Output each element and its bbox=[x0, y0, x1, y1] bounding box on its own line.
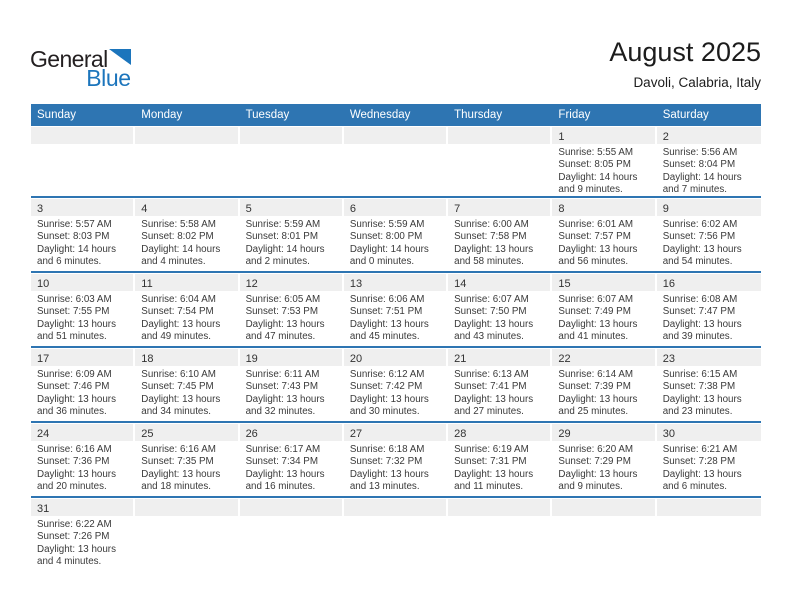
day-number: 28 bbox=[454, 428, 467, 440]
logo-text-general: General bbox=[30, 46, 108, 72]
week-row bbox=[31, 496, 761, 571]
daylight-text: Daylight: 13 hours and 6 minutes. bbox=[662, 468, 742, 493]
empty-day-cell bbox=[657, 498, 761, 571]
sunset-text: Sunset: 7:35 PM bbox=[141, 456, 214, 468]
empty-day-cell bbox=[31, 126, 135, 196]
daylight-text: Daylight: 13 hours and 30 minutes. bbox=[349, 393, 429, 418]
day-number-band bbox=[31, 424, 133, 441]
day-cell-3 bbox=[31, 198, 135, 271]
day-cell-17 bbox=[31, 348, 135, 421]
daylight-text: Daylight: 14 hours and 4 minutes. bbox=[141, 243, 221, 268]
day-number: 27 bbox=[349, 428, 363, 440]
day-number-band bbox=[135, 127, 237, 144]
sunrise-text: Sunrise: 5:57 AM bbox=[37, 219, 112, 230]
sunrise-text: Sunrise: 6:21 AM bbox=[662, 444, 738, 455]
day-number: 17 bbox=[37, 353, 50, 365]
day-number-band bbox=[448, 424, 550, 441]
sunrise-text: Sunrise: 6:18 AM bbox=[349, 444, 425, 455]
day-number: 24 bbox=[37, 428, 50, 440]
day-number: 12 bbox=[245, 278, 258, 290]
day-number-band bbox=[552, 499, 654, 516]
sunset-text: Sunset: 8:00 PM bbox=[349, 231, 423, 243]
day-cell-6 bbox=[344, 198, 448, 271]
daylight-text: Daylight: 13 hours and 20 minutes. bbox=[37, 468, 116, 493]
calendar-weeks bbox=[31, 126, 761, 571]
sunset-text: Sunset: 8:01 PM bbox=[245, 231, 318, 243]
sunset-text: Sunset: 7:51 PM bbox=[349, 306, 423, 318]
weekday-tuesday: Tuesday bbox=[245, 109, 290, 121]
sunrise-text: Sunrise: 6:06 AM bbox=[349, 294, 425, 305]
day-number-band bbox=[552, 199, 654, 216]
day-cell-5 bbox=[240, 198, 344, 271]
sunrise-text: Sunrise: 5:55 AM bbox=[558, 147, 634, 158]
empty-day-cell bbox=[448, 498, 552, 571]
sunrise-text: Sunrise: 6:20 AM bbox=[558, 444, 634, 455]
day-number: 22 bbox=[558, 353, 571, 365]
sunset-text: Sunset: 7:45 PM bbox=[141, 381, 214, 393]
day-number-band bbox=[657, 199, 761, 216]
day-cell-19 bbox=[240, 348, 344, 421]
day-cell-29 bbox=[552, 423, 656, 496]
day-cell-13 bbox=[344, 273, 448, 346]
day-number: 4 bbox=[141, 203, 148, 215]
sunset-text: Sunset: 8:03 PM bbox=[37, 231, 110, 243]
day-number: 3 bbox=[37, 203, 44, 215]
day-cell-1 bbox=[552, 126, 656, 196]
sunrise-text: Sunrise: 5:59 AM bbox=[245, 219, 321, 230]
weekday-sunday: Sunday bbox=[37, 109, 77, 121]
sunset-text: Sunset: 8:05 PM bbox=[558, 159, 631, 171]
sunset-text: Sunset: 7:46 PM bbox=[37, 381, 110, 393]
daylight-text: Daylight: 13 hours and 23 minutes. bbox=[662, 393, 742, 418]
day-number: 6 bbox=[349, 203, 356, 215]
day-number-band bbox=[344, 199, 446, 216]
day-number-band bbox=[344, 424, 446, 441]
day-number: 31 bbox=[37, 503, 50, 515]
empty-day-cell bbox=[552, 498, 656, 571]
day-cell-4 bbox=[135, 198, 239, 271]
day-number: 2 bbox=[662, 131, 669, 143]
sunrise-text: Sunrise: 5:56 AM bbox=[662, 147, 738, 158]
empty-day-cell bbox=[135, 126, 239, 196]
daylight-text: Daylight: 13 hours and 39 minutes. bbox=[662, 318, 742, 343]
logo-text-blue: Blue bbox=[86, 65, 131, 91]
sunset-text: Sunset: 7:32 PM bbox=[349, 456, 423, 468]
daylight-text: Daylight: 13 hours and 43 minutes. bbox=[454, 318, 534, 343]
sunset-text: Sunset: 7:49 PM bbox=[558, 306, 631, 318]
sunset-text: Sunset: 7:34 PM bbox=[245, 456, 318, 468]
daylight-text: Daylight: 13 hours and 25 minutes. bbox=[558, 393, 638, 418]
sunrise-text: Sunrise: 6:13 AM bbox=[454, 369, 529, 380]
sunrise-text: Sunrise: 6:17 AM bbox=[245, 444, 321, 455]
sunrise-text: Sunrise: 6:22 AM bbox=[37, 519, 112, 530]
day-cell-31 bbox=[31, 498, 135, 571]
daylight-text: Daylight: 13 hours and 13 minutes. bbox=[349, 468, 429, 493]
day-cell-27 bbox=[344, 423, 448, 496]
sunrise-text: Sunrise: 6:12 AM bbox=[349, 369, 425, 380]
sunset-text: Sunset: 7:38 PM bbox=[662, 381, 736, 393]
day-number-band bbox=[344, 274, 446, 291]
day-cell-11 bbox=[135, 273, 239, 346]
daylight-text: Daylight: 13 hours and 51 minutes. bbox=[37, 318, 116, 343]
day-number-band bbox=[657, 127, 761, 144]
day-cell-15 bbox=[552, 273, 656, 346]
sunrise-text: Sunrise: 6:16 AM bbox=[141, 444, 216, 455]
empty-day-cell bbox=[448, 126, 552, 196]
sunrise-text: Sunrise: 6:01 AM bbox=[558, 219, 634, 230]
sunset-text: Sunset: 8:02 PM bbox=[141, 231, 214, 243]
empty-day-cell bbox=[240, 126, 344, 196]
empty-day-cell bbox=[344, 498, 448, 571]
daylight-text: Daylight: 13 hours and 58 minutes. bbox=[454, 243, 534, 268]
sunrise-text: Sunrise: 6:05 AM bbox=[245, 294, 321, 305]
day-number: 29 bbox=[558, 428, 571, 440]
day-number: 23 bbox=[662, 353, 675, 365]
daylight-text: Daylight: 13 hours and 16 minutes. bbox=[245, 468, 325, 493]
daylight-text: Daylight: 13 hours and 36 minutes. bbox=[37, 393, 116, 418]
day-number-band bbox=[657, 274, 761, 291]
day-number-band bbox=[448, 199, 550, 216]
daylight-text: Daylight: 13 hours and 11 minutes. bbox=[454, 468, 534, 493]
sunset-text: Sunset: 8:04 PM bbox=[662, 159, 736, 171]
day-cell-21 bbox=[448, 348, 552, 421]
daylight-text: Daylight: 13 hours and 27 minutes. bbox=[454, 393, 534, 418]
sunrise-text: Sunrise: 6:14 AM bbox=[558, 369, 634, 380]
sunrise-text: Sunrise: 6:03 AM bbox=[37, 294, 112, 305]
day-number-band bbox=[31, 349, 133, 366]
sunset-text: Sunset: 7:43 PM bbox=[245, 381, 318, 393]
daylight-text: Daylight: 13 hours and 45 minutes. bbox=[349, 318, 429, 343]
day-cell-23 bbox=[657, 348, 761, 421]
day-number-band bbox=[448, 127, 550, 144]
day-number: 9 bbox=[662, 203, 669, 215]
weekday-header-row bbox=[31, 104, 761, 126]
daylight-text: Daylight: 13 hours and 34 minutes. bbox=[141, 393, 221, 418]
day-cell-28 bbox=[448, 423, 552, 496]
sunset-text: Sunset: 7:28 PM bbox=[662, 456, 736, 468]
day-cell-26 bbox=[240, 423, 344, 496]
day-cell-18 bbox=[135, 348, 239, 421]
general-blue-logo bbox=[30, 48, 131, 90]
sunrise-text: Sunrise: 6:02 AM bbox=[662, 219, 738, 230]
sunset-text: Sunset: 7:26 PM bbox=[37, 531, 110, 543]
day-number: 14 bbox=[454, 278, 467, 290]
day-number-band bbox=[448, 349, 550, 366]
sunset-text: Sunset: 7:57 PM bbox=[558, 231, 631, 243]
daylight-text: Daylight: 13 hours and 4 minutes. bbox=[37, 543, 116, 568]
sunset-text: Sunset: 7:55 PM bbox=[37, 306, 110, 318]
daylight-text: Daylight: 13 hours and 9 minutes. bbox=[558, 468, 638, 493]
daylight-text: Daylight: 13 hours and 47 minutes. bbox=[245, 318, 325, 343]
logo-triangle-icon bbox=[109, 49, 131, 65]
day-cell-10 bbox=[31, 273, 135, 346]
day-number: 30 bbox=[662, 428, 675, 440]
day-number-band bbox=[135, 499, 237, 516]
day-number-band bbox=[448, 499, 550, 516]
sunset-text: Sunset: 7:41 PM bbox=[454, 381, 527, 393]
weekday-wednesday: Wednesday bbox=[349, 109, 411, 121]
daylight-text: Daylight: 13 hours and 18 minutes. bbox=[141, 468, 221, 493]
week-row bbox=[31, 196, 761, 271]
day-number-band bbox=[135, 424, 237, 441]
title-block bbox=[609, 38, 761, 90]
daylight-text: Daylight: 13 hours and 49 minutes. bbox=[141, 318, 221, 343]
day-number-band bbox=[240, 424, 342, 441]
day-number-band bbox=[552, 349, 654, 366]
sunrise-text: Sunrise: 6:11 AM bbox=[245, 369, 320, 380]
sunset-text: Sunset: 7:47 PM bbox=[662, 306, 736, 318]
day-number-band bbox=[240, 127, 342, 144]
day-number: 21 bbox=[454, 353, 467, 365]
weekday-friday: Friday bbox=[558, 109, 591, 121]
sunset-text: Sunset: 7:54 PM bbox=[141, 306, 214, 318]
day-cell-30 bbox=[657, 423, 761, 496]
empty-day-cell bbox=[240, 498, 344, 571]
sunrise-text: Sunrise: 6:09 AM bbox=[37, 369, 112, 380]
day-number-band bbox=[552, 424, 654, 441]
sunset-text: Sunset: 7:42 PM bbox=[349, 381, 423, 393]
day-number: 20 bbox=[349, 353, 363, 365]
day-cell-7 bbox=[448, 198, 552, 271]
day-cell-25 bbox=[135, 423, 239, 496]
day-cell-20 bbox=[344, 348, 448, 421]
day-number: 1 bbox=[558, 131, 565, 143]
day-cell-9 bbox=[657, 198, 761, 271]
sunset-text: Sunset: 7:58 PM bbox=[454, 231, 527, 243]
daylight-text: Daylight: 13 hours and 56 minutes. bbox=[558, 243, 638, 268]
day-number-band bbox=[240, 274, 342, 291]
daylight-text: Daylight: 14 hours and 0 minutes. bbox=[349, 243, 429, 268]
day-number-band bbox=[448, 274, 550, 291]
day-number: 16 bbox=[662, 278, 675, 290]
sunrise-text: Sunrise: 6:19 AM bbox=[454, 444, 529, 455]
week-row bbox=[31, 421, 761, 496]
sunrise-text: Sunrise: 6:08 AM bbox=[662, 294, 738, 305]
sunrise-text: Sunrise: 5:58 AM bbox=[141, 219, 216, 230]
page-title: August 2025 bbox=[609, 37, 761, 67]
weekday-saturday: Saturday bbox=[662, 109, 709, 121]
day-number-band bbox=[240, 349, 342, 366]
day-number-band bbox=[657, 349, 761, 366]
sunset-text: Sunset: 7:53 PM bbox=[245, 306, 318, 318]
day-number-band bbox=[552, 127, 654, 144]
sunrise-text: Sunrise: 5:59 AM bbox=[349, 219, 425, 230]
sunset-text: Sunset: 7:56 PM bbox=[662, 231, 736, 243]
weekday-thursday: Thursday bbox=[454, 109, 503, 121]
day-number-band bbox=[31, 199, 133, 216]
daylight-text: Daylight: 14 hours and 2 minutes. bbox=[245, 243, 325, 268]
weekday-monday: Monday bbox=[141, 109, 183, 121]
day-cell-16 bbox=[657, 273, 761, 346]
day-number-band bbox=[344, 349, 446, 366]
week-row bbox=[31, 271, 761, 346]
sunrise-text: Sunrise: 6:16 AM bbox=[37, 444, 112, 455]
daylight-text: Daylight: 14 hours and 6 minutes. bbox=[37, 243, 116, 268]
day-number-band bbox=[344, 499, 446, 516]
sunset-text: Sunset: 7:36 PM bbox=[37, 456, 110, 468]
day-number-band bbox=[657, 424, 761, 441]
calendar-table bbox=[31, 104, 761, 571]
daylight-text: Daylight: 14 hours and 9 minutes. bbox=[558, 171, 638, 196]
day-cell-2 bbox=[657, 126, 761, 196]
day-number-band bbox=[135, 199, 237, 216]
sunset-text: Sunset: 7:39 PM bbox=[558, 381, 631, 393]
day-number: 18 bbox=[141, 353, 154, 365]
day-number-band bbox=[657, 499, 761, 516]
day-number-band bbox=[552, 274, 654, 291]
daylight-text: Daylight: 13 hours and 32 minutes. bbox=[245, 393, 325, 418]
daylight-text: Daylight: 13 hours and 41 minutes. bbox=[558, 318, 638, 343]
daylight-text: Daylight: 13 hours and 54 minutes. bbox=[662, 243, 742, 268]
day-number: 15 bbox=[558, 278, 571, 290]
day-number-band bbox=[31, 499, 133, 516]
day-number: 5 bbox=[245, 203, 252, 215]
day-number: 26 bbox=[245, 428, 258, 440]
empty-day-cell bbox=[135, 498, 239, 571]
day-number: 19 bbox=[245, 353, 258, 365]
page-subtitle: Davoli, Calabria, Italy bbox=[633, 74, 761, 90]
sunrise-text: Sunrise: 6:15 AM bbox=[662, 369, 738, 380]
day-number-band bbox=[240, 499, 342, 516]
sunset-text: Sunset: 7:50 PM bbox=[454, 306, 527, 318]
day-number: 7 bbox=[454, 203, 461, 215]
day-number-band bbox=[135, 349, 237, 366]
day-number: 25 bbox=[141, 428, 154, 440]
sunset-text: Sunset: 7:29 PM bbox=[558, 456, 631, 468]
week-row bbox=[31, 126, 761, 196]
day-cell-8 bbox=[552, 198, 656, 271]
day-cell-12 bbox=[240, 273, 344, 346]
day-number: 10 bbox=[37, 278, 50, 290]
day-number-band bbox=[344, 127, 446, 144]
sunset-text: Sunset: 7:31 PM bbox=[454, 456, 527, 468]
sunrise-text: Sunrise: 6:07 AM bbox=[558, 294, 634, 305]
day-cell-24 bbox=[31, 423, 135, 496]
sunrise-text: Sunrise: 6:04 AM bbox=[141, 294, 216, 305]
sunrise-text: Sunrise: 6:07 AM bbox=[454, 294, 529, 305]
week-row bbox=[31, 346, 761, 421]
sunrise-text: Sunrise: 6:00 AM bbox=[454, 219, 529, 230]
sunrise-text: Sunrise: 6:10 AM bbox=[141, 369, 216, 380]
day-cell-22 bbox=[552, 348, 656, 421]
day-number-band bbox=[31, 127, 133, 144]
day-number-band bbox=[240, 199, 342, 216]
day-number: 11 bbox=[141, 278, 153, 290]
day-cell-14 bbox=[448, 273, 552, 346]
day-number-band bbox=[135, 274, 237, 291]
day-number-band bbox=[31, 274, 133, 291]
daylight-text: Daylight: 14 hours and 7 minutes. bbox=[662, 171, 742, 196]
day-number: 13 bbox=[349, 278, 363, 290]
day-number: 8 bbox=[558, 203, 565, 215]
empty-day-cell bbox=[344, 126, 448, 196]
